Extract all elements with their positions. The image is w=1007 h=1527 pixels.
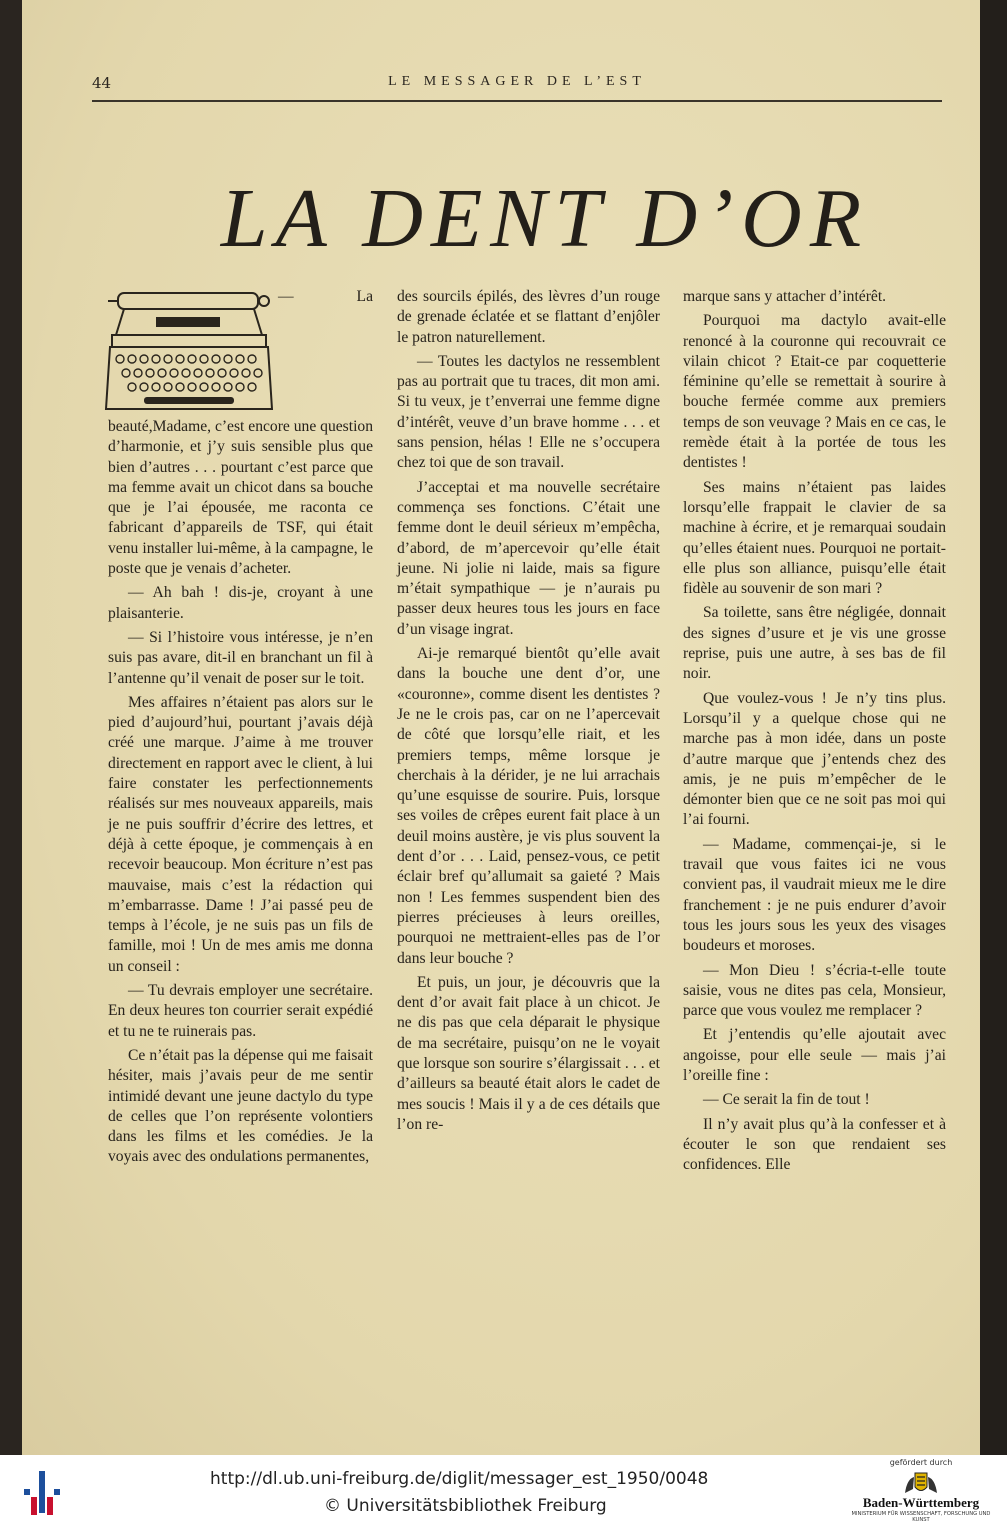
paragraph: marque sans y attacher d’intérêt.: [683, 288, 887, 305]
paragraph: Et j’entendis qu’elle ajoutait avec angoisse, pour elle seule — mais j’ai l’oreille fine :: [683, 1026, 946, 1084]
paragraph: — Ce serait la fin de tout !: [703, 1091, 870, 1109]
paragraph: — Tu devrais employer une secrétaire. En deux heures ton courrier serait expédié et tu ne te ruinerais pas.: [108, 982, 373, 1040]
paragraph: Il n’y avait plus qu’à la confesser et à écouter le son que rendaient ses confidences. Elle: [683, 1115, 946, 1174]
paragraph: Pourquoi ma dactylo avait-elle renoncé à la couronne qui recouvrait ce vilain chicot ? Etait-ce par coquetterie féminine qu’elle se remettait à sourire à bouche fermée comme aux premiers temps de son veuvage ? Mais en ce cas, le remède était à la portée de tous les dentistes !: [683, 312, 946, 472]
copyright-notice: © Universitätsbibliothek Freiburg: [324, 1496, 607, 1516]
paragraph: Ce n’était pas la dépense qui me faisait hésiter, mais j’avais peur de me sentir intimidé devant une jeune dactylo du type de celles que l’on représente volontiers dans les films et les comédies. Je la voyais avec des ondulations permanentes,: [108, 1046, 373, 1166]
paragraph: Mes affaires n’étaient pas alors sur le pied d’aujourd’hui, pourtant j’avais déjà créé une marque. J’aime à me trouver directement en rapport avec le client, à lui faire constater les perfectionnements réalisés sur mes nouveaux appareils, mais je ne puis souffrir d’écrire des lettres, et déjà à cette époque, je commençais à en recevoir beaucoup. Mon écriture n’est pas mauvaise, mais c’est la rédaction qui m’embarrasse. Dame ! J’ai passé peu de temps à l’école, je ne suis pas un fils de famille, moi ! Un de mes amis me donna un conseil :: [108, 693, 373, 975]
paragraph: — La beauté,Madame, c’est encore une question d’harmonie, et j’y suis sensible plus que bien d’autres . . . pourtant c’est parce que ma femme avait un chicot dans sa bouche que je l’ai épousée, me raconta ce fabricant d’appareils de TSF, qui était venu installer lui-même, à la campagne, le poste que je venais d’acheter.: [108, 288, 373, 578]
running-title: LE MESSAGER DE L’EST: [388, 74, 646, 89]
paragraph: des sourcils épilés, des lèvres d’un rouge de grenade éclatée et se flattant d’enjôler le patron naturellement.: [397, 288, 660, 346]
scan-left-edge: [0, 0, 22, 1455]
article-column-1: [108, 287, 373, 1172]
sponsor-block: [846, 1458, 996, 1526]
page-number: 44: [92, 74, 112, 92]
paragraph: — Ah bah ! dis-je, croyant à une plaisanterie.: [108, 584, 373, 622]
paragraph: — Si l’histoire vous intéresse, je n’en suis pas avare, dit-il en branchant un fil à l’antenne qu’il venait de poser sur le toit.: [108, 628, 373, 687]
university-library-logo-icon: [18, 1467, 66, 1517]
paragraph: Et puis, un jour, je découvris que la dent d’or avait fait place à un chicot. Je ne dis pas que cela déparait le physique de ma secrétaire, puisqu’on ne le voyait que lorsque son sourire s’élargissait . . . et d’ailleurs sa beauté était alors le cadet de mes soucis ! Mais il y a de ces détails que l’on re-: [397, 973, 660, 1133]
paragraph: Ses mains n’étaient pas laides lorsqu’elle frappait le clavier de sa machine à écrire, et je remarquai soudain qu’elles étaient nues. Pourquoi ne portait-elle plus son alliance, puisqu’elle était fidèle au souvenir de son mari ?: [683, 478, 946, 598]
sponsor-subtitle: MINISTERIUM FÜR WISSENSCHAFT, FORSCHUNG UND KUNST: [851, 1511, 991, 1523]
permalink-url[interactable]: http://dl.ub.uni-freiburg.de/diglit/messager_est_1950/0048: [210, 1469, 709, 1489]
sponsor-caption: gefördert durch: [889, 1458, 953, 1467]
paragraph: J’acceptai et ma nouvelle secrétaire commença ses fonctions. C’était une femme dont le deuil sérieux m’empêcha, d’abord, de m’apercevoir qu’elle était jeune. Ni jolie ni laide, mais sa figure m’était sympathique — je n’aurais pu passer deux heures tous les jours en face d’un visage ingrat.: [397, 478, 660, 638]
paragraph: Sa toilette, sans être négligée, donnait des signes d’usure et je vis une grosse reprise, puis une autre, à ses bas de fil noir.: [683, 604, 946, 683]
paragraph: — Mon Dieu ! s’écria-t-elle toute saisie, vous ne dites pas cela, Monsieur, parce que vous voulez me remplacer ?: [683, 961, 946, 1020]
paragraph: — Madame, commençai-je, si le travail que vous faites ici ne vous convient pas, il vaudrait mieux me le dire franchement : je ne puis endurer d’avoir tous les jours sous les yeux des visages boudeurs et moroses.: [683, 835, 946, 955]
paragraph: — Toutes les dactylos ne ressemblent pas au portrait que tu traces, dit mon ami. Si tu veux, je t’enverrai une femme digne d’intérêt, veuve d’un brave homme . . . et sans pension, hélas ! Elle ne s’occupera chez toi que de son travail.: [397, 352, 660, 472]
page-header: [92, 70, 942, 102]
paragraph: Ai-je remarqué bientôt qu’elle avait dans la bouche une dent d’or, une «couronne», comme disent les dentistes ? Je ne le crois pas, car on ne l’apercevait de côté que lorsqu’elle riait, et les premiers temps, même lorsque je cherchais à la dérider, je ne lui arrachais qu’une esquisse de sourire. Puis, lorsque ses voiles de crêpes eurent fait place à un deuil moins austère, je vis plus souvent la dent d’or . . . Laid, pensez-vous, ce petit éclair bref qu’allumait sa gaieté ? Mais non ! Les femmes suspendent bien des pierres précieuses à leurs oreilles, pourquoi ne mettraient-elles pas de l’or dans leur bouche ?: [397, 645, 660, 967]
article-column-2: [397, 287, 660, 1139]
sponsor-name: Baden-Württemberg: [862, 1495, 980, 1510]
article-column-3: [683, 287, 946, 1179]
scan-right-edge: [980, 0, 1007, 1455]
baden-wuerttemberg-crest-icon: [901, 1469, 941, 1497]
article-title: LA DENT D’OR: [220, 172, 870, 265]
typewriter-illustration-icon: [104, 287, 274, 417]
library-footer: [0, 1455, 1007, 1527]
paragraph: Que voulez-vous ! Je n’y tins plus. Lorsqu’il y a quelque chose qui ne marche pas à mon idée, dans un poste d’autre marque que j’entends chez des amis, je ne puis m’empêcher de le démonter bien que ce ne soit pas moi qui l’ai fourni.: [683, 689, 946, 829]
